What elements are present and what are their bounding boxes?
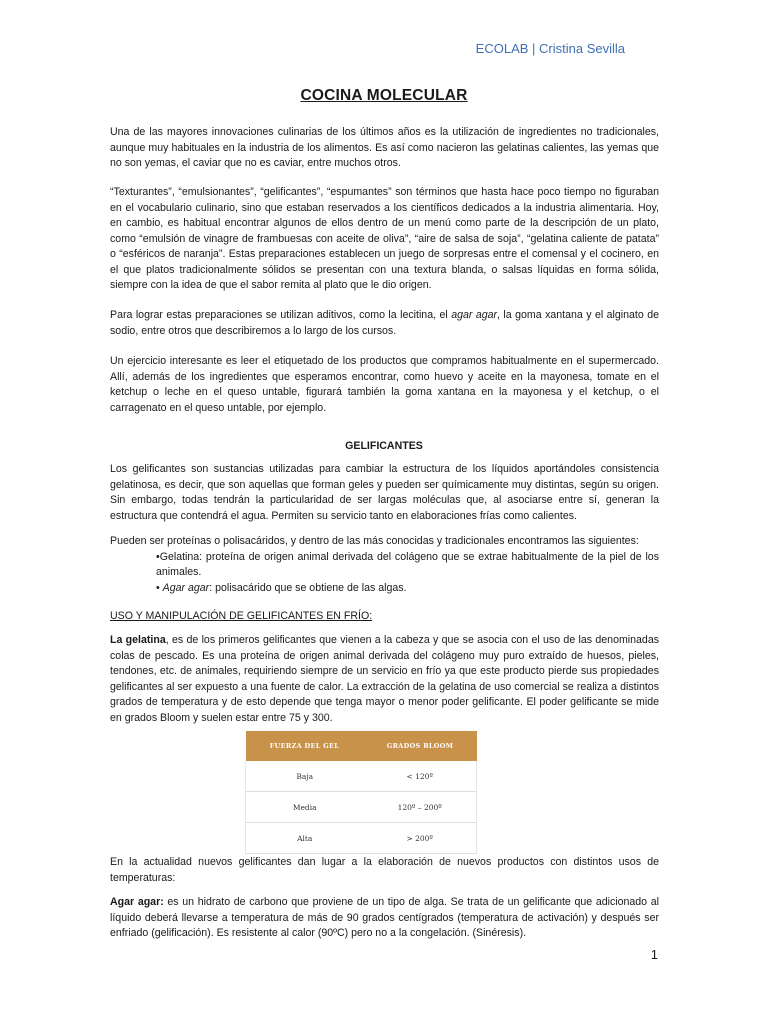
paragraph-text: Una de las mayores innovaciones culinarias de los últimos años es la utilización de ingredientes no tradicionales, aunque muy habituales en la industria de los alimentos. Es así como nacieron las gelatinas calientes, las yemas que no son yemas, el caviar que no es caviar, entre muchos otros. — [110, 126, 659, 169]
table-row — [246, 823, 477, 854]
section-title-uso: USO Y MANIPULACIÓN DE GELIFICANTES EN FRÍO: — [110, 610, 373, 622]
table-header-cell: GRADOS BLOOM — [363, 731, 476, 761]
bold-term: Agar agar: — [110, 896, 164, 908]
bullet: • — [156, 581, 163, 594]
table-header-cell: FUERZA DEL GEL — [246, 731, 364, 761]
table-cell: < 120º — [363, 761, 476, 792]
bold-term: La gelatina — [110, 634, 166, 646]
paragraph-additives — [110, 308, 659, 339]
list-item — [110, 581, 659, 597]
paragraph-text: Pueden ser proteínas o polisacáridos, y dentro de las más conocidas y tradicionales encontramos las siguientes: — [110, 535, 639, 547]
table-cell: Baja — [246, 761, 364, 792]
table-cell: 120º – 200º — [363, 792, 476, 823]
paragraph-text: Un ejercicio interesante es leer el etiquetado de los productos que compramos habitualmente en el supermercado. Allí, además de los ingredientes que esperamos encontrar, como huevo y aceite en la mayonesa, tomate en el ketchup o leche en el queso untable, figurará también la goma xantana en la mayonesa y el ketchup, o el carragenato en el queso untable, por ejemplo. — [110, 355, 659, 414]
document-title: COCINA MOLECULAR — [300, 87, 468, 104]
italic-term: agar agar — [451, 309, 498, 321]
text-run: es un hidrato de carbono que proviene de un tipo de alga. Se trata de un gelificante que adicionado al líquido deberá llevarse a temperatura de más de 90 grados centígrados (temperatura de activación) y después ser enfriado (gelificación). Es resistente al calor (90ºC) pero no a la congelación. (Sinéresis). — [110, 896, 659, 939]
paragraph-labels — [110, 354, 659, 416]
paragraph-types — [110, 534, 659, 596]
text-run: : polisacárido que se obtiene de las algas. — [209, 581, 407, 594]
paragraph-text — [110, 308, 659, 339]
paragraph-gelificantes — [110, 462, 659, 524]
page-number: 1 — [650, 947, 658, 962]
table-row — [246, 792, 477, 823]
paragraph-text — [110, 633, 659, 726]
table-cell: Alta — [246, 823, 364, 854]
text-run: , es de los primeros gelificantes que vienen a la cabeza y que se asocia con el uso de las denominadas colas de pescado. Es una proteína de origen animal derivada del colágeno muy puro extraído de huesos, pieles, tendones, etc. de animales, requiriendo siempre de un servicio en frío ya que este producto pierde sus propiedades gelificantes al ser expuesto a una fuente de calor. La extracción de la gelatina de uso comercial se realiza a distintos grados de temperatura y de esto depende que tenga mayor o menor poder gelificante. El poder gelificante se mide en grados Bloom y suelen estar entre 75 y 300. — [110, 634, 660, 724]
paragraph-text — [110, 895, 659, 942]
page-header: ECOLAB | Cristina Sevilla — [475, 41, 625, 56]
paragraph-gelatina — [110, 633, 659, 726]
paragraph-new-gelificantes — [110, 855, 659, 886]
table-cell: > 200º — [363, 823, 476, 854]
paragraph-text: “Texturantes”, “emulsionantes”, “gelificantes”, “espumantes” son términos que hasta hace poco tiempo no figuraban en el vocabulario culinario, sino que estaban reservados a los científicos dedicados a la industria alimentaria. Hoy, en cambio, es habitual encontrar algunos de ellos dentro de un menú como parte de la descripción de un plato, como “emulsión de vinagre de frambuesas con aceite de oliva”, “aire de salsa de soja”, “gelatina caliente de patata” o “esféricos de naranja”. Estas preparaciones establecen un juego de sorpresas entre el comensal y el cocinero, en el que platos tradicionalmente sólidos se presentan con una textura blanda, o salsas líquidas en forma sólida, siempre con la idea de que el sabor remita al plato que le dio origen. — [110, 186, 659, 291]
paragraph-intro — [110, 125, 659, 172]
paragraph-agar — [110, 895, 659, 942]
gel-strength-table — [245, 731, 477, 854]
paragraph-text: En la actualidad nuevos gelificantes dan lugar a la elaboración de nuevos productos con distintos usos de temperaturas: — [110, 856, 659, 884]
text-run: , la goma xantana y el alginato de sodio, entre otros que describiremos a lo largo de los cursos. — [110, 309, 659, 337]
paragraph-text: Los gelificantes son sustancias utilizadas para cambiar la estructura de los líquidos aportándoles consistencia gelatinosa, es decir, que son aquellas que forman geles y pueden ser químicamente muy distintas, según su origen. Sin embargo, todas tendrán la particularidad de ser largas moléculas que, al asociarse entre sí, generan la estructura que contendrá el agua. Permiten su servicio tanto en elaboraciones frías como calientes. — [110, 463, 659, 522]
table-cell: Media — [246, 792, 364, 823]
table-row — [246, 761, 477, 792]
list-item: •Gelatina: proteína de origen animal derivada del colágeno que se extrae habitualmente de la piel de los animales. — [156, 550, 659, 578]
paragraph-terms — [110, 185, 659, 294]
section-title-gelificantes: GELIFICANTES — [345, 440, 423, 452]
italic-term: Agar agar — [162, 581, 210, 594]
text-run: Para lograr estas preparaciones se utilizan aditivos, como la lecitina, el — [110, 309, 452, 321]
table-header-row — [246, 731, 477, 761]
